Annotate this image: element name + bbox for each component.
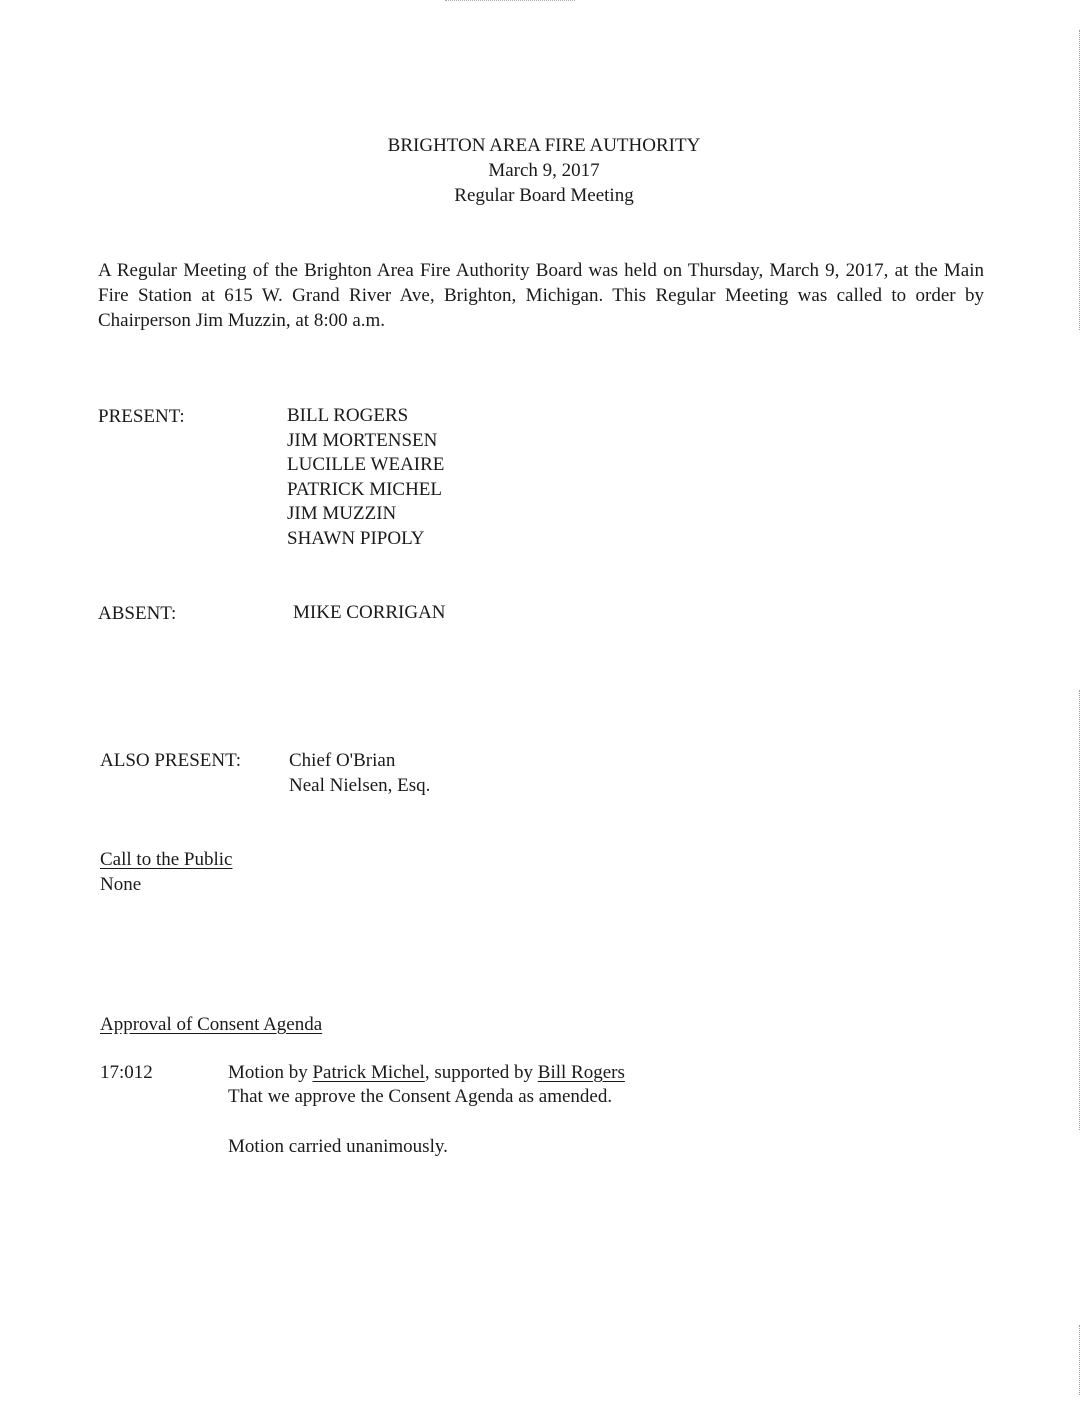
- also-present-list: [289, 748, 430, 798]
- scan-artifact-top: [445, 0, 575, 9]
- present-list: [287, 404, 444, 551]
- scan-artifact-edge: [1079, 1325, 1080, 1395]
- present-label: PRESENT:: [98, 406, 185, 427]
- guest-name: Chief O'Brian: [289, 750, 396, 771]
- attendee-name: JIM MUZZIN: [287, 503, 397, 524]
- attendee-name: LUCILLE WEAIRE: [287, 454, 445, 475]
- motion-result: Motion carried unanimously.: [228, 1136, 448, 1157]
- attendee-name: BILL ROGERS: [287, 405, 409, 426]
- motion-number: 17:012: [100, 1062, 153, 1083]
- motion-supported-prefix: , supported by: [424, 1062, 538, 1083]
- motion-prefix: Motion by: [228, 1062, 313, 1083]
- attendee-name: SHAWN PIPOLY: [287, 527, 425, 549]
- motion-text: That we approve the Consent Agenda as amended.: [228, 1086, 613, 1107]
- absent-label: ABSENT:: [98, 603, 177, 624]
- document-header: [0, 133, 1088, 208]
- attendee-name: PATRICK MICHEL: [287, 478, 443, 500]
- org-name: BRIGHTON AREA FIRE AUTHORITY: [387, 135, 701, 156]
- consent-agenda-title: Approval of Consent Agenda: [100, 1014, 323, 1035]
- motion-supporter: Bill Rogers: [537, 1062, 625, 1083]
- motion-line: [228, 1060, 625, 1085]
- absent-list: [293, 601, 446, 626]
- motion-mover: Patrick Michel: [312, 1062, 425, 1083]
- scan-artifact-edge: [1079, 690, 1080, 1130]
- also-present-label: ALSO PRESENT:: [100, 750, 242, 771]
- meeting-date: March 9, 2017: [488, 160, 600, 181]
- meeting-type: Regular Board Meeting: [454, 185, 634, 206]
- guest-name: Neal Nielsen, Esq.: [289, 775, 431, 796]
- absent-name: MIKE CORRIGAN: [293, 602, 446, 623]
- call-to-public-text: None: [100, 874, 142, 895]
- call-to-public-title: Call to the Public: [100, 849, 233, 870]
- attendee-name: JIM MORTENSEN: [287, 429, 438, 451]
- intro-paragraph: A Regular Meeting of the Brighton Area Fire Authority Board was held on Thursday, March 9, 2017, at the Main Fire Station at 615 W. Grand River Ave, Brighton, Michigan. This Regular Meeting was called to order by Chairperson Jim Muzzin, at 8:00 a.m.: [98, 260, 984, 331]
